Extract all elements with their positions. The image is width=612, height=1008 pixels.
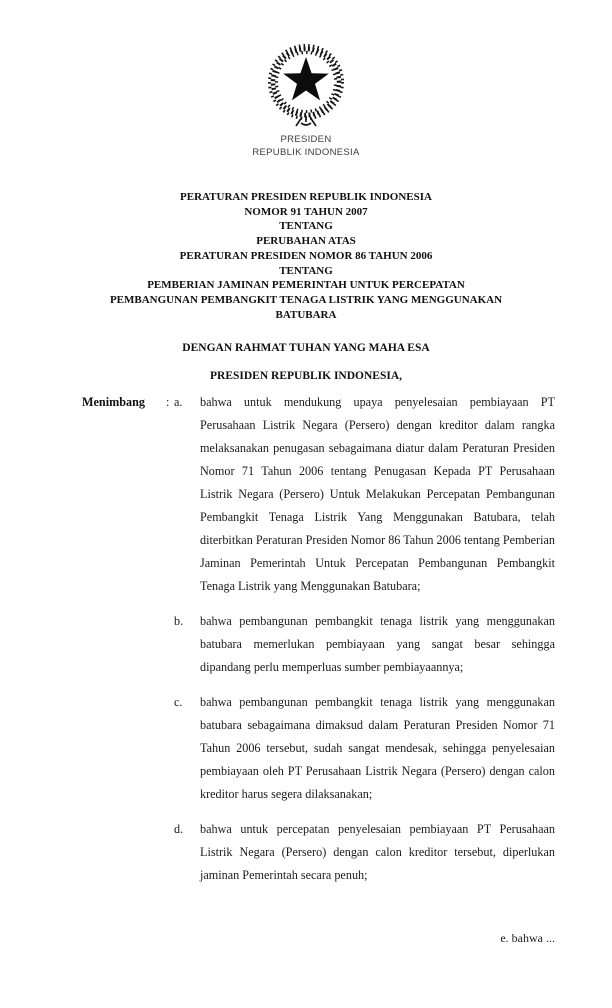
title-line-6: TENTANG [279,264,333,277]
star-icon [283,57,329,100]
considerations-separator: : [166,395,170,409]
authority-line: PRESIDEN REPUBLIK INDONESIA, [209,370,403,382]
title-line-3: TENTANG [279,220,333,233]
title-line-7: PEMBERIAN JAMINAN PEMERINTAH UNTUK PERCEPATAN [147,279,465,292]
invocation-line: DENGAN RAHMAT TUHAN YANG MAHA ESA [182,342,430,354]
letterhead-republik-indonesia: REPUBLIK INDONESIA [252,147,360,158]
consideration-item-b [174,610,555,679]
title-line-2: NOMOR 91 TAHUN 2007 [244,205,368,218]
consideration-item-a [174,391,555,598]
title-line-9: BATUBARA [275,308,337,321]
letterhead [0,133,612,159]
consideration-letter: d. [174,822,184,836]
consideration-item-c [174,691,555,806]
considerations-label: Menimbang [82,395,145,409]
consideration-item-d [174,818,555,887]
title-line-4: PERUBAHAN ATAS [256,235,356,248]
consideration-letter: a. [174,395,183,409]
title-line-8: PEMBANGUNAN PEMBANGKIT TENAGA LISTRIK YANG MENGGUNAKAN [109,293,503,306]
consideration-text: bahwa untuk percepatan penyelesaian pembiayaan PT Perusahaan Listrik Negara (Persero) dengan calon kreditor tersebut, diperlukan jaminan Pemerintah secara penuh; [200,822,555,882]
consideration-text: bahwa pembangunan pembangkit tenaga listrik yang menggunakan batubara sebagaimana dimaksud dalam Peraturan Presiden Nomor 71 Tahun 2006 tersebut, sudah sangat mendesak, sehingga penyelesaian pembiayaan oleh PT Perusahaan Listrik Negara (Persero) dengan calon kreditor harus segera dilaksanakan; [200,695,555,801]
consideration-text: bahwa pembangunan pembangkit tenaga listrik yang menggunakan batubara memerlukan pembiayaan yang sangat besar sehingga dipandang perlu memperluas sumber pembiayaannya; [200,614,555,674]
title-line-1: PERATURAN PRESIDEN REPUBLIK INDONESIA [180,191,432,203]
letterhead-presiden: PRESIDEN [280,134,332,145]
consideration-text: bahwa untuk mendukung upaya penyelesaian pembiayaan PT Perusahaan Listrik Negara (Persero) dengan kreditor dalam rangka melaksanakan penugasan sebagaimana diatur dalam Peraturan Presiden Nomor 71 Tahun 2006 tentang Penugasan Kepada PT Perusahaan Listrik Negara (Persero) Untuk Melakukan Percepatan Pembangunan Pembangkit Tenaga Listrik Yang Menggunakan Batubara, telah diterbitkan Peraturan Presiden Nomor 86 Tahun 2006 tentang Pemberian Jaminan Pemerintah Untuk Percepatan Pembangunan Pembangkit Tenaga Listrik yang Menggunakan Batubara; [200,395,555,593]
title-line-5: PERATURAN PRESIDEN NOMOR 86 TAHUN 2006 [179,249,433,262]
catchword: e. bahwa ... [500,931,555,945]
considerations-list [174,391,555,899]
consideration-letter: c. [174,695,183,709]
considerations-section [82,391,555,899]
presidential-seal-graphic [262,40,350,134]
consideration-letter: b. [174,614,184,628]
presidential-seal [262,40,350,134]
ribbon-icon [296,116,316,126]
regulation-title [20,190,592,322]
